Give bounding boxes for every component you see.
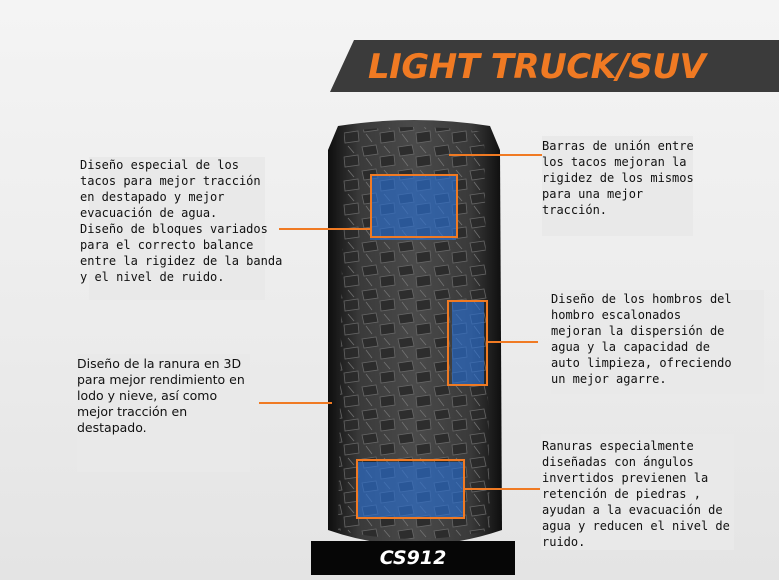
leader-line-tie-bars — [449, 154, 543, 156]
note-tie-bars: Barras de unión entre los tacos mejoran la rigidez de los mismos para una mejor tracción. — [542, 139, 694, 217]
highlight-box-grooves — [356, 459, 465, 519]
note-3d-groove: Diseño de la ranura en 3D para mejor rendimiento en lodo y nieve, así como mejor tracción en destapado. — [77, 356, 245, 435]
banner-title: LIGHT TRUCK/SUV — [368, 47, 706, 87]
note-traction: Diseño especial de los tacos para mejor tracción en destapado y mejor evacuación de agua. Diseño de bloques variados para el correcto balance entre la rigidez de la banda y el nivel de ruido. — [80, 158, 283, 284]
leader-line-grooves — [465, 488, 540, 490]
note-grooves: Ranuras especialmente diseñadas con ángulos invertidos previenen la retención de piedras , ayudan a la evacuación de agua y reducen el nivel de ruido. — [542, 439, 730, 549]
highlight-box-shoulder — [447, 300, 488, 386]
leader-line-3d-groove — [259, 402, 332, 404]
highlight-box-center-blocks — [370, 174, 458, 238]
model-name-label: CS912 — [379, 547, 447, 569]
note-shoulders: Diseño de los hombros del hombro escalonados mejoran la dispersión de agua y la capacidad de auto limpieza, ofreciendo un mejor agarre. — [551, 292, 732, 386]
leader-line-traction — [279, 228, 371, 230]
leader-line-shoulders — [488, 341, 538, 343]
